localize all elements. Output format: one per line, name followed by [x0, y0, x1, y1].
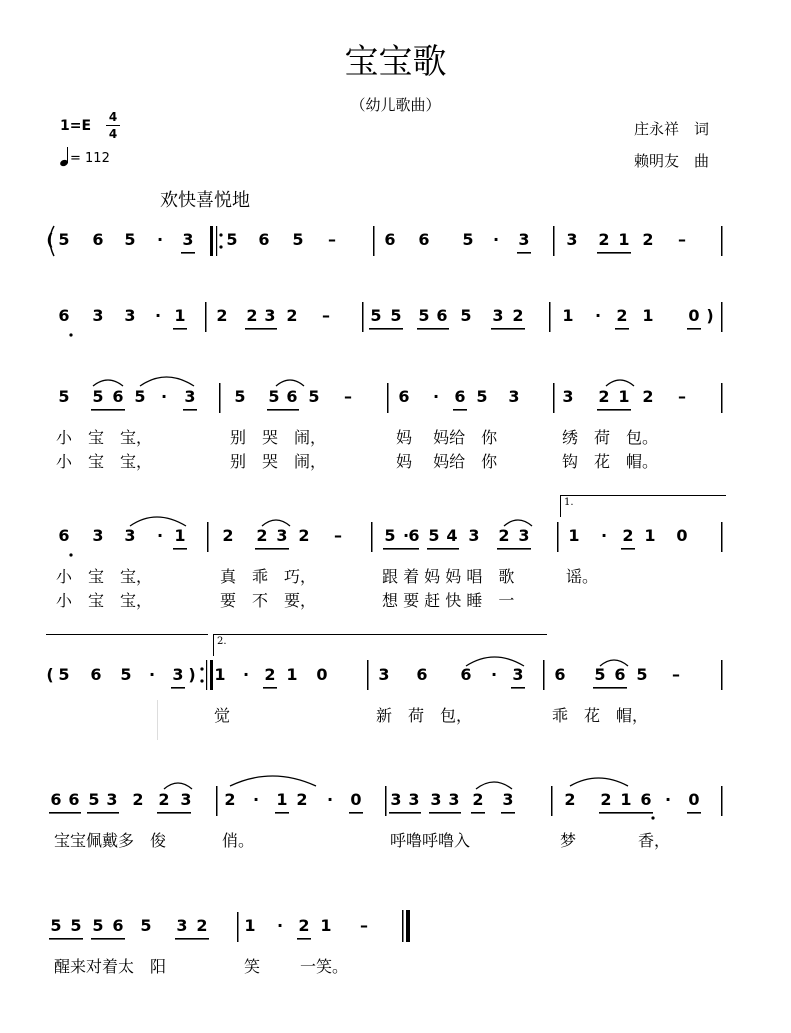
note: ·: [160, 387, 168, 406]
barline: [387, 383, 389, 413]
note: 5: [124, 230, 136, 249]
note: 3: [378, 665, 390, 684]
underline: [517, 252, 531, 254]
note: 5: [292, 230, 304, 249]
lyric-verse1: 新 荷 包，: [376, 706, 473, 725]
note: 2: [642, 387, 654, 406]
note: 3: [184, 387, 196, 406]
note: 5: [308, 387, 320, 406]
note: ·: [492, 230, 500, 249]
low-dot: [69, 553, 72, 556]
lyric-verse1: 真 乖 巧，: [220, 567, 317, 586]
barline: [721, 383, 723, 413]
note: 3: [566, 230, 578, 249]
note: 3: [518, 230, 530, 249]
note: 2: [264, 665, 276, 684]
note: 2: [564, 790, 576, 809]
note: 3: [408, 790, 420, 809]
note: 0: [676, 526, 688, 545]
note: 6: [418, 230, 430, 249]
underline: [183, 409, 197, 411]
note: 5: [134, 387, 146, 406]
lyric-verse1: 小 宝 宝，: [56, 567, 153, 586]
low-dot: [69, 333, 72, 336]
repeat-dot: [219, 233, 222, 236]
underline: [417, 328, 449, 330]
note: 2: [286, 306, 298, 325]
volta-1-line: [560, 495, 726, 496]
note: 6: [92, 230, 104, 249]
note: 5: [268, 387, 280, 406]
underline: [181, 252, 195, 254]
repeat-dot: [200, 679, 203, 682]
note: 1: [244, 916, 256, 935]
repeat-start-thick: [210, 226, 213, 256]
lyric-verse1: 笑: [244, 957, 261, 976]
underline: [157, 812, 191, 814]
underline: [275, 812, 289, 814]
volta-label: 2.: [217, 636, 227, 647]
note: 6: [112, 916, 124, 935]
underline: [369, 328, 403, 330]
time-bottom: 4: [108, 127, 118, 141]
lyric-verse2: 妈 妈给 你: [396, 452, 498, 471]
barline: [553, 383, 555, 413]
bracket: ): [706, 306, 714, 325]
bracket: (: [46, 230, 54, 249]
note: 2: [224, 790, 236, 809]
note: –: [344, 387, 352, 406]
barline: [721, 226, 723, 256]
underline: [383, 548, 419, 550]
barline: [721, 302, 723, 332]
note: 5: [50, 916, 62, 935]
note: ·: [276, 916, 284, 935]
barline: [721, 786, 723, 816]
note: 5: [88, 790, 100, 809]
note: 2: [616, 306, 628, 325]
note: 2: [298, 526, 310, 545]
tempo-value: = 112: [70, 151, 110, 166]
repeat-end-thick: [210, 660, 213, 690]
note: 6: [408, 526, 420, 545]
note: 1: [286, 665, 298, 684]
note: 2: [158, 790, 170, 809]
note: 3: [124, 526, 136, 545]
underline: [427, 548, 459, 550]
note: 3: [92, 306, 104, 325]
underline: [263, 687, 277, 689]
note: 0: [316, 665, 328, 684]
underline: [173, 548, 187, 550]
note: 3: [276, 526, 288, 545]
lyric-verse1: 香，: [638, 831, 671, 850]
note: ·: [156, 230, 164, 249]
underline: [429, 812, 461, 814]
note: 0: [688, 790, 700, 809]
note: 6: [286, 387, 298, 406]
note: 3: [176, 916, 188, 935]
note: 5: [462, 230, 474, 249]
note: 6: [112, 387, 124, 406]
note: 6: [416, 665, 428, 684]
note: 5: [384, 526, 396, 545]
note: 2: [132, 790, 144, 809]
underline: [175, 938, 209, 940]
underline: [471, 812, 485, 814]
note: ·: [148, 665, 156, 684]
lyric-verse1: 一笑。: [300, 957, 349, 976]
slur: [504, 520, 532, 526]
underline: [615, 328, 629, 330]
note: 5: [418, 306, 430, 325]
underline: [171, 687, 185, 689]
barline: [367, 660, 369, 690]
note: 6: [640, 790, 652, 809]
low-dot: [651, 816, 654, 819]
note: 2: [246, 306, 258, 325]
lyric-verse1: 乖 花 帽，: [552, 706, 649, 725]
note: 3: [390, 790, 402, 809]
note: 1: [562, 306, 574, 325]
note: 2: [498, 526, 510, 545]
slur: [93, 380, 123, 386]
note: 5: [390, 306, 402, 325]
lyric-verse1: 谣。: [566, 567, 599, 586]
expression-marking: 欢快喜悦地: [160, 190, 250, 211]
lyric-verse1: 别 哭 闹，: [230, 428, 327, 447]
barline: [207, 522, 209, 552]
key-signature: 1=E: [60, 118, 92, 134]
note: ·: [594, 306, 602, 325]
time-top: 4: [108, 110, 118, 124]
note: 1: [174, 526, 186, 545]
note: 3: [512, 665, 524, 684]
barline: [205, 302, 207, 332]
note: 5: [92, 387, 104, 406]
open-bracket-row1: [50, 226, 54, 256]
note: 5: [140, 916, 152, 935]
underline: [511, 687, 525, 689]
bracket: ): [188, 665, 196, 684]
note: ·: [402, 526, 410, 545]
note: 6: [554, 665, 566, 684]
note: 3: [468, 526, 480, 545]
note: –: [360, 916, 368, 935]
note: 2: [642, 230, 654, 249]
slur: [262, 520, 290, 526]
note: 2: [472, 790, 484, 809]
slur: [600, 660, 628, 666]
lyric-verse1: 俏。: [222, 831, 255, 850]
lyric-verse1: 醒来对着太 阳: [54, 957, 167, 976]
repeat-end-thin: [206, 660, 207, 690]
underline: [255, 548, 289, 550]
note: 5: [58, 387, 70, 406]
barline: [553, 226, 555, 256]
underline: [389, 812, 421, 814]
note: 6: [384, 230, 396, 249]
note: 3: [92, 526, 104, 545]
volta-2-hook: [213, 634, 214, 656]
note: 3: [508, 387, 520, 406]
note: 2: [600, 790, 612, 809]
underline: [49, 938, 83, 940]
underline: [49, 812, 81, 814]
note: 1: [620, 790, 632, 809]
lyric-verse1: 梦: [560, 831, 577, 850]
lyric-verse1: 跟 着 妈 妈 唱 歌: [382, 567, 515, 586]
barline: [721, 522, 723, 552]
note: 5: [92, 916, 104, 935]
underline: [597, 252, 631, 254]
note: ·: [664, 790, 672, 809]
song-subtitle: （幼儿歌曲）: [350, 96, 441, 114]
lyric-verse2: 钩 花 帽。: [562, 452, 659, 471]
lyric-verse2: 要 不 要，: [220, 591, 317, 610]
lyric-verse1: 小 宝 宝，: [56, 428, 153, 447]
note: 2: [216, 306, 228, 325]
underline: [593, 687, 627, 689]
note: 5: [120, 665, 132, 684]
lyricist: 庄永祥 词: [634, 120, 710, 138]
note: 5: [370, 306, 382, 325]
note: 1: [642, 306, 654, 325]
note: 5: [58, 230, 70, 249]
repeat-start-thin: [216, 226, 217, 256]
underline: [87, 812, 119, 814]
note: 2: [598, 230, 610, 249]
volta-2-line: [213, 634, 547, 635]
note: 2: [196, 916, 208, 935]
note: 0: [350, 790, 362, 809]
note: 2: [598, 387, 610, 406]
note: 5: [476, 387, 488, 406]
barline: [373, 226, 375, 256]
slur: [164, 783, 192, 789]
note: 5: [226, 230, 238, 249]
note: 6: [50, 790, 62, 809]
barline: [362, 302, 364, 332]
note: 1: [618, 230, 630, 249]
slur: [606, 380, 634, 386]
lyric-verse1: 妈 妈给 你: [396, 428, 498, 447]
final-barline-thick: [406, 910, 410, 942]
note: 3: [562, 387, 574, 406]
barline: [557, 522, 559, 552]
note: 1: [644, 526, 656, 545]
lyric-verse1: 绣 荷 包。: [562, 428, 659, 447]
note: 1: [276, 790, 288, 809]
note: 6: [398, 387, 410, 406]
note: ·: [154, 306, 162, 325]
barline: [219, 383, 221, 413]
underline: [91, 938, 125, 940]
volta-line-upper: [46, 634, 208, 635]
note: ·: [156, 526, 164, 545]
note: –: [322, 306, 330, 325]
note: 6: [460, 665, 472, 684]
underline: [687, 328, 701, 330]
underline: [173, 328, 187, 330]
note: 5: [428, 526, 440, 545]
note: 5: [594, 665, 606, 684]
lyric-verse2: 小 宝 宝，: [56, 452, 153, 471]
note: 5: [234, 387, 246, 406]
barline: [551, 786, 553, 816]
note: 2: [512, 306, 524, 325]
note: 3: [180, 790, 192, 809]
underline: [497, 548, 531, 550]
lyric-verse1: 觉: [214, 706, 231, 725]
barline: [721, 660, 723, 690]
note: 1: [174, 306, 186, 325]
slur: [130, 517, 186, 526]
note: –: [328, 230, 336, 249]
note: 1: [320, 916, 332, 935]
note: 3: [182, 230, 194, 249]
note: –: [678, 387, 686, 406]
slur: [230, 776, 316, 786]
note: 0: [688, 306, 700, 325]
note: 3: [172, 665, 184, 684]
slur: [476, 782, 512, 789]
note: 3: [264, 306, 276, 325]
final-barline-thin: [402, 910, 404, 942]
volta-1-hook: [560, 495, 561, 517]
underline: [267, 409, 299, 411]
note: 2: [222, 526, 234, 545]
note: 6: [58, 306, 70, 325]
note: 6: [454, 387, 466, 406]
underline: [621, 548, 635, 550]
note: ·: [600, 526, 608, 545]
underline: [491, 328, 525, 330]
barline: [237, 912, 239, 942]
note: ·: [252, 790, 260, 809]
slur: [276, 380, 304, 386]
note: 3: [430, 790, 442, 809]
barline: [371, 522, 373, 552]
bracket: (: [46, 665, 54, 684]
note: ·: [432, 387, 440, 406]
note: 6: [436, 306, 448, 325]
slur: [570, 778, 628, 786]
underline: [687, 812, 701, 814]
lyric-verse2: 别 哭 闹，: [230, 452, 327, 471]
note: 6: [90, 665, 102, 684]
note: 1: [214, 665, 226, 684]
barline: [549, 302, 551, 332]
underline: [297, 938, 311, 940]
lyric-verse2: 小 宝 宝，: [56, 591, 153, 610]
note: 3: [448, 790, 460, 809]
underline: [349, 812, 363, 814]
note: 3: [124, 306, 136, 325]
note: 1: [618, 387, 630, 406]
underline: [91, 409, 125, 411]
note: 1: [568, 526, 580, 545]
note: ·: [326, 790, 334, 809]
barline: [385, 786, 387, 816]
lyric-verse2: 想 要 赶 快 睡 一: [382, 591, 515, 610]
composer: 赖明友 曲: [634, 152, 710, 170]
note: –: [678, 230, 686, 249]
note: ·: [490, 665, 498, 684]
note: –: [334, 526, 342, 545]
note: 6: [58, 526, 70, 545]
repeat-dot: [200, 667, 203, 670]
note: 5: [70, 916, 82, 935]
song-title: 宝宝歌: [344, 42, 447, 82]
note: 3: [518, 526, 530, 545]
barline: [216, 786, 218, 816]
underline: [599, 812, 653, 814]
note: 6: [68, 790, 80, 809]
note: 5: [636, 665, 648, 684]
slur: [140, 377, 194, 386]
note: 2: [296, 790, 308, 809]
note: 4: [446, 526, 458, 545]
lyric-verse1: 呼噜呼噜入: [390, 831, 471, 850]
barline: [543, 660, 545, 690]
underline: [245, 328, 277, 330]
note: 6: [614, 665, 626, 684]
note: 3: [492, 306, 504, 325]
note: 5: [58, 665, 70, 684]
underline: [597, 409, 631, 411]
note: 6: [258, 230, 270, 249]
repeat-dot: [219, 245, 222, 248]
note: –: [672, 665, 680, 684]
note: 3: [502, 790, 514, 809]
note: ·: [242, 665, 250, 684]
volta-label: 1.: [564, 497, 574, 508]
note: 2: [298, 916, 310, 935]
slur: [466, 657, 524, 666]
lyric-verse1: 宝宝佩戴多 俊: [54, 831, 167, 850]
underline: [453, 409, 467, 411]
underline: [501, 812, 515, 814]
note: 5: [460, 306, 472, 325]
note: 2: [256, 526, 268, 545]
note: 2: [622, 526, 634, 545]
divider-left: [157, 700, 158, 740]
note: 3: [106, 790, 118, 809]
